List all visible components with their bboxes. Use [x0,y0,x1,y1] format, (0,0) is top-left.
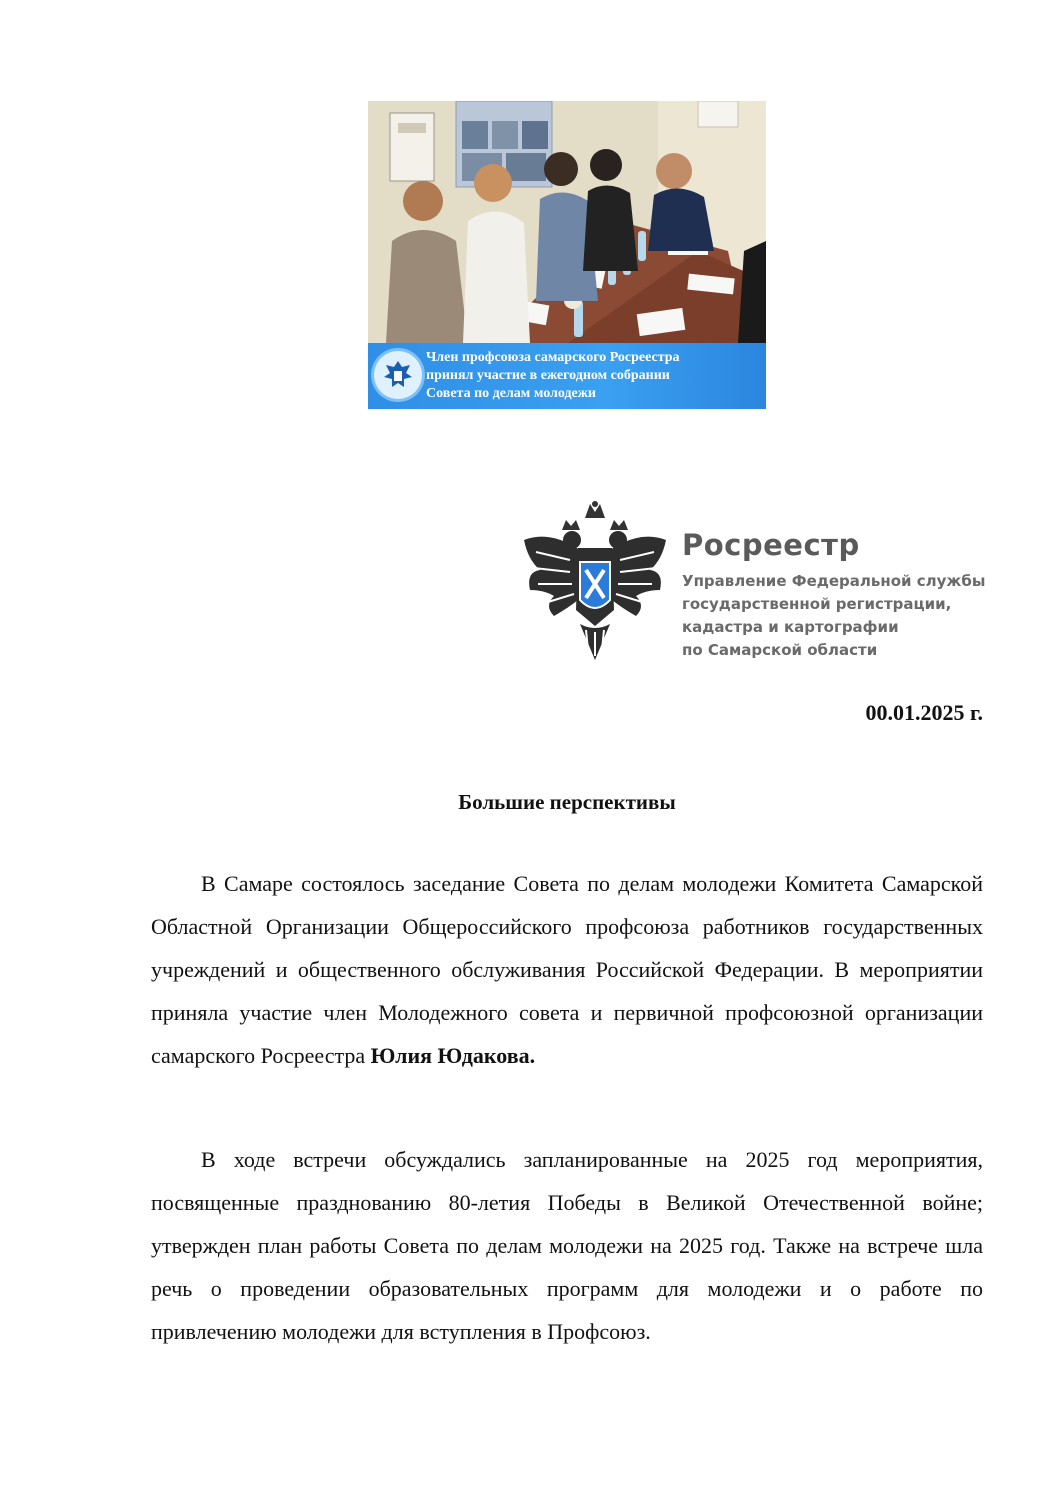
rosreestr-eagle-icon [520,500,670,665]
meeting-scene-image [368,101,766,343]
article-title: Большие перспективы [458,790,676,814]
article-paragraph-2 [151,1138,983,1353]
logo-subtitle-line: государственной регистрации, [682,595,952,613]
photo-caption [426,349,762,403]
news-photo [368,101,766,409]
photo-caption-line: Член профсоюза самарского Росреестра [426,350,680,365]
logo-title: Росреестр [682,528,860,562]
photo-caption-line: принял участие в ежегодном собрании [426,368,670,383]
logo-subtitle-line: кадастра и картографии [682,618,899,636]
logo-subtitle-line: Управление Федеральной службы [682,572,986,590]
person-name: Юлия Юдакова. [370,1043,536,1068]
paragraph-1-text: В Самаре состоялось заседание Совета по делам молодежи Комитета Самарской Областной Организации Общероссийского профсоюза работников государственных учреждений и общественного обслуживания Российской Федерации. В мероприятии приняла участие член Молодежного совета и первичной профсоюзной организации самарского Росреестра [151,871,983,1068]
article-paragraph-1 [151,862,983,1077]
paragraph-2-text: В ходе встречи обсуждались запланированные на 2025 год мероприятия, посвященные празднованию 80-летия Победы в Великой Отечественной войне; утвержден план работы Совета по делам молодежи на 2025 год. Также на встрече шла речь о проведении образовательных программ для молодежи и о работе по привлечению молодежи для вступления в Профсоюз. [151,1147,983,1344]
rosreestr-emblem-icon [374,351,422,399]
logo-subtitle [682,570,985,662]
logo-subtitle-line: по Самарской области [682,641,878,659]
photo-caption-line: Совета по делам молодежи [426,386,596,401]
photo-caption-banner [368,343,766,409]
document-date: 00.01.2025 г. [865,700,983,725]
